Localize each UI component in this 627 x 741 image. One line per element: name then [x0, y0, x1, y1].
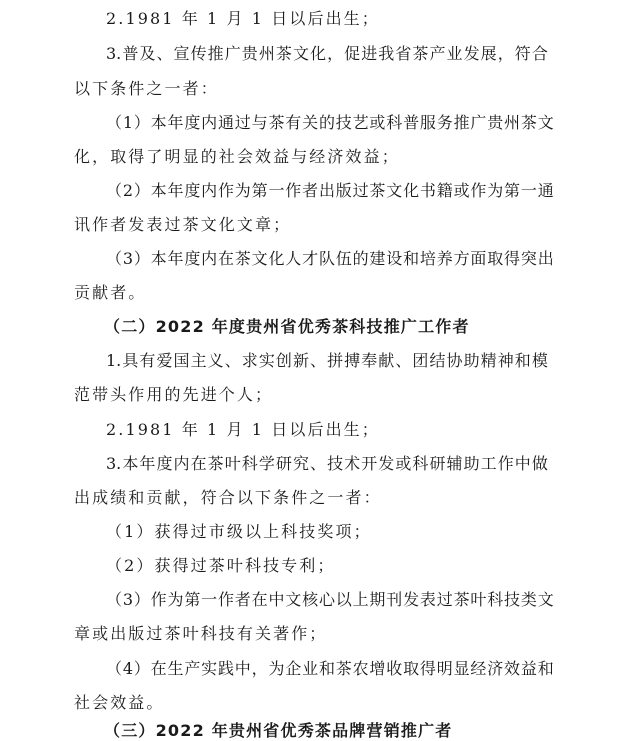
- text-line: 章或出版过茶叶科技有关著作；: [74, 624, 328, 643]
- text-line: 化，取得了明显的社会效益与经济效益；: [74, 147, 400, 166]
- section-heading: （三）2022 年贵州省优秀茶品牌营销推广者: [104, 721, 453, 740]
- text-line: 2.1981 年 1 月 1 日以后出生；: [106, 420, 380, 439]
- section-heading: （二）2022 年度贵州省优秀茶科技推广工作者: [104, 317, 470, 336]
- text-line: （ 1 ） 本 年 度 内 通 过 与 茶 有 关 的 技 艺 或 科 普 服 务 推 广 贵 州 茶 文: [106, 113, 554, 132]
- text-line: （ 4 ） 在 生 产 实 践 中 ， 为 企 业 和 茶 农 增 收 取 得 明 显 经 济 效 益 和: [106, 659, 554, 678]
- text-line: 2.1981 年 1 月 1 日以后出生；: [106, 9, 380, 28]
- text-line: （ 3 ） 作 为 第 一 作 者 在 中 文 核 心 以 上 期 刊 发 表 过 茶 叶 科 技 类 文: [106, 590, 554, 609]
- text-line: 1. 具 有 爱 国 主 义 、 求 实 创 新 、 拼 搏 奉 献 、 团 结 协 助 精 神 和 模: [106, 351, 548, 370]
- text-line: （1）获得过市级以上科技奖项；: [106, 522, 372, 541]
- text-line: （2）获得过茶叶科技专利；: [106, 556, 336, 575]
- text-line: 范带头作用的先进个人；: [74, 385, 274, 404]
- text-line: 讯作者发表过茶文化文章；: [74, 215, 292, 234]
- text-line: 以下条件之一者：: [74, 79, 219, 98]
- text-line: （ 2 ） 本 年 度 内 作 为 第 一 作 者 出 版 过 茶 文 化 书 籍 或 作 为 第 一 通: [106, 181, 554, 200]
- text-line: 出成绩和贡献，符合以下条件之一者：: [74, 488, 382, 507]
- text-line: 贡献者。: [74, 283, 147, 302]
- text-line: （ 3 ） 本 年 度 内 在 茶 文 化 人 才 队 伍 的 建 设 和 培 养 方 面 取 得 突 出: [106, 249, 554, 268]
- text-line: 3. 普 及 、 宣 传 推 广 贵 州 茶 文 化 ， 促 进 我 省 茶 产 业 发 展 ， 符 合: [106, 44, 548, 63]
- text-line: 社会效益。: [74, 693, 165, 712]
- text-line: 3. 本 年 度 内 在 茶 叶 科 学 研 究 、 技 术 开 发 或 科 研 辅 助 工 作 中 做: [106, 454, 548, 473]
